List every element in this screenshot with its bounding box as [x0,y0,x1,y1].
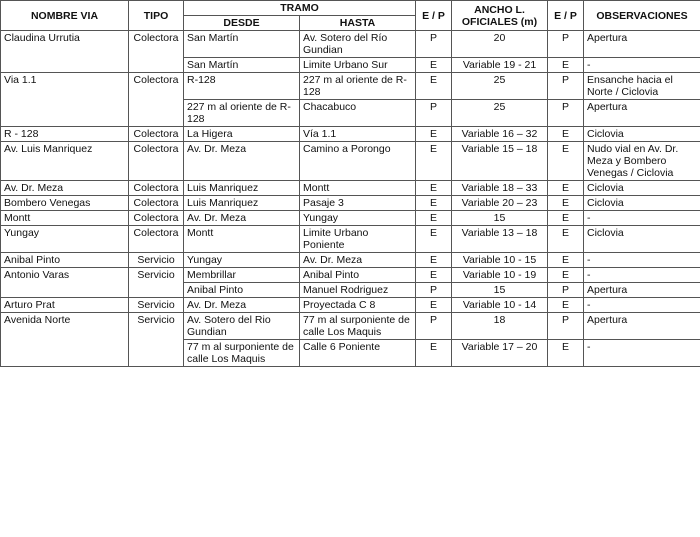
cell-ep-1: E [416,127,452,142]
cell-desde: 77 m al surponiente de calle Los Maquis [184,340,300,367]
cell-tipo: Servicio [129,268,184,298]
cell-nombre-via: Anibal Pinto [1,253,129,268]
header-ep-2: E / P [548,1,584,31]
cell-ep-2: E [548,196,584,211]
cell-observaciones: - [584,211,700,226]
cell-ep-1: P [416,283,452,298]
cell-ancho: 20 [452,31,548,58]
cell-observaciones: Ciclovia [584,196,700,211]
table-row [1,31,700,58]
header-ep-1: E / P [416,1,452,31]
cell-hasta: Camino a Porongo [300,142,416,181]
cell-ancho: Variable 10 - 15 [452,253,548,268]
cell-hasta: Chacabuco [300,100,416,127]
cell-observaciones: - [584,268,700,283]
cell-hasta: Limite Urbano Poniente [300,226,416,253]
cell-ancho: Variable 16 – 32 [452,127,548,142]
cell-tipo: Servicio [129,253,184,268]
cell-ancho: Variable 19 - 21 [452,58,548,73]
cell-desde: Yungay [184,253,300,268]
cell-observaciones: Ciclovia [584,127,700,142]
cell-hasta: Av. Dr. Meza [300,253,416,268]
cell-ancho: 18 [452,313,548,340]
cell-tipo: Servicio [129,313,184,367]
cell-hasta: Calle 6 Poniente [300,340,416,367]
table-row [1,313,700,340]
table-body [1,31,700,367]
cell-ep-2: E [548,340,584,367]
cell-ep-2: P [548,283,584,298]
cell-tipo: Colectora [129,181,184,196]
cell-observaciones: Ciclovia [584,226,700,253]
cell-ancho: Variable 10 - 19 [452,268,548,283]
table-row [1,181,700,196]
cell-ep-2: P [548,100,584,127]
cell-desde: Av. Dr. Meza [184,211,300,226]
cell-nombre-via: Arturo Prat [1,298,129,313]
cell-nombre-via: Bombero Venegas [1,196,129,211]
cell-observaciones: - [584,58,700,73]
cell-nombre-via: R - 128 [1,127,129,142]
table-row [1,211,700,226]
cell-desde: Luis Manriquez [184,181,300,196]
header-nombre-via: NOMBRE VIA [1,1,129,31]
cell-ep-1: P [416,100,452,127]
cell-ep-1: P [416,313,452,340]
table-row [1,253,700,268]
cell-ep-1: E [416,268,452,283]
cell-ep-1: P [416,31,452,58]
cell-ancho: Variable 10 - 14 [452,298,548,313]
cell-ancho: Variable 17 – 20 [452,340,548,367]
cell-ep-1: E [416,211,452,226]
cell-tipo: Colectora [129,127,184,142]
cell-tipo: Colectora [129,196,184,211]
cell-desde: 227 m al oriente de R-128 [184,100,300,127]
cell-nombre-via: Yungay [1,226,129,253]
cell-ep-1: E [416,73,452,100]
cell-ep-2: E [548,142,584,181]
cell-ep-2: E [548,211,584,226]
cell-observaciones: Apertura [584,283,700,298]
header-hasta: HASTA [300,16,416,31]
cell-tipo: Colectora [129,142,184,181]
cell-hasta: 77 m al surponiente de calle Los Maquis [300,313,416,340]
cell-nombre-via: Av. Luis Manriquez [1,142,129,181]
header-observaciones: OBSERVACIONES [584,1,700,31]
cell-ep-2: E [548,226,584,253]
cell-desde: San Martín [184,58,300,73]
cell-nombre-via: Montt [1,211,129,226]
cell-ep-1: E [416,181,452,196]
cell-observaciones: Apertura [584,31,700,58]
cell-desde: San Martín [184,31,300,58]
cell-observaciones: - [584,340,700,367]
cell-ep-1: E [416,196,452,211]
cell-ancho: Variable 20 – 23 [452,196,548,211]
cell-desde: Montt [184,226,300,253]
cell-observaciones: Nudo vial en Av. Dr. Meza y Bombero Venegas / Ciclovia [584,142,700,181]
cell-tipo: Colectora [129,73,184,127]
table-row [1,142,700,181]
cell-desde: Membrillar [184,268,300,283]
cell-tipo: Servicio [129,298,184,313]
cell-tipo: Colectora [129,226,184,253]
cell-ep-2: P [548,73,584,100]
cell-nombre-via: Claudina Urrutia [1,31,129,73]
cell-desde: R-128 [184,73,300,100]
cell-observaciones: Ensanche hacia el Norte / Ciclovia [584,73,700,100]
cell-ep-2: E [548,268,584,283]
cell-observaciones: - [584,298,700,313]
cell-hasta: 227 m al oriente de R-128 [300,73,416,100]
cell-ancho: 15 [452,211,548,226]
cell-ep-2: P [548,31,584,58]
cell-desde: Av. Dr. Meza [184,142,300,181]
cell-hasta: Limite Urbano Sur [300,58,416,73]
cell-ep-1: E [416,226,452,253]
cell-ep-2: E [548,127,584,142]
header-tipo: TIPO [129,1,184,31]
table-row [1,196,700,211]
table-row [1,268,700,283]
cell-ep-1: E [416,142,452,181]
cell-ep-2: E [548,58,584,73]
cell-hasta: Manuel Rodriguez [300,283,416,298]
cell-desde: La Higera [184,127,300,142]
header-desde: DESDE [184,16,300,31]
cell-hasta: Yungay [300,211,416,226]
table-row [1,298,700,313]
table-row [1,73,700,100]
table-row [1,127,700,142]
cell-ep-2: P [548,313,584,340]
cell-observaciones: Ciclovia [584,181,700,196]
header-row-1 [1,1,700,16]
header-ancho: ANCHO L. OFICIALES (m) [452,1,548,31]
cell-ancho: Variable 18 – 33 [452,181,548,196]
cell-observaciones: - [584,253,700,268]
cell-observaciones: Apertura [584,100,700,127]
cell-ep-1: E [416,253,452,268]
cell-hasta: Montt [300,181,416,196]
cell-nombre-via: Av. Dr. Meza [1,181,129,196]
cell-ep-2: E [548,181,584,196]
cell-desde: Av. Dr. Meza [184,298,300,313]
cell-ancho: 15 [452,283,548,298]
cell-desde: Luis Manriquez [184,196,300,211]
cell-nombre-via: Avenida Norte [1,313,129,367]
cell-hasta: Vía 1.1 [300,127,416,142]
table-row [1,226,700,253]
cell-ep-1: E [416,340,452,367]
cell-ep-2: E [548,253,584,268]
cell-ancho: 25 [452,100,548,127]
cell-tipo: Colectora [129,31,184,73]
cell-hasta: Proyectada C 8 [300,298,416,313]
header-tramo: TRAMO [184,1,416,16]
cell-tipo: Colectora [129,211,184,226]
cell-ep-1: E [416,58,452,73]
cell-observaciones: Apertura [584,313,700,340]
cell-ep-2: E [548,298,584,313]
cell-hasta: Pasaje 3 [300,196,416,211]
cell-ancho: 25 [452,73,548,100]
cell-hasta: Anibal Pinto [300,268,416,283]
cell-desde: Anibal Pinto [184,283,300,298]
cell-ancho: Variable 15 – 18 [452,142,548,181]
cell-desde: Av. Sotero del Rio Gundian [184,313,300,340]
cell-ep-1: E [416,298,452,313]
cell-nombre-via: Via 1.1 [1,73,129,127]
cell-hasta: Av. Sotero del Río Gundian [300,31,416,58]
cell-nombre-via: Antonio Varas [1,268,129,298]
cell-ancho: Variable 13 – 18 [452,226,548,253]
